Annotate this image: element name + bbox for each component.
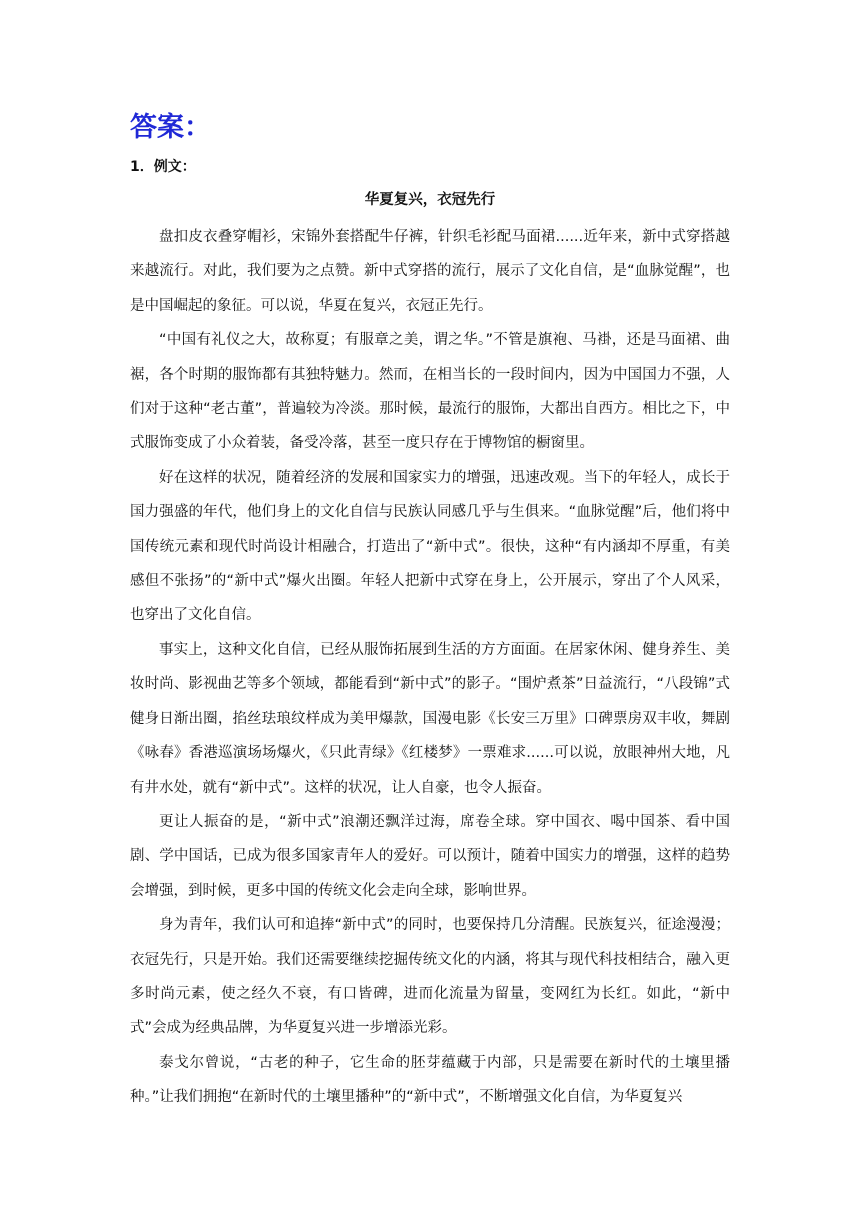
essay-title: 华夏复兴，衣冠先行 — [364, 192, 496, 208]
essay-paragraph: 好在这样的状况，随着经济的发展和国家实力的增强，迅速改观。当下的年轻人，成长于国力强盛的年代，他们身上的文化自信与民族认同感几乎与生俱来。“血脉觉醒”后，他们将中国传统元素和现代时尚设计相融合，打造出了“新中式”。很快，这种“有内涵却不厚重，有美感但不张扬”的“新中式”爆火出圈。年轻人把新中式穿在身上，公开展示，穿出了个人风采，也穿出了文化自信。 — [130, 469, 730, 624]
essay-paragraph: 身为青年，我们认可和追捧“新中式”的同时，也要保持几分清醒。民族复兴，征途漫漫；衣冠先行，只是开始。我们还需要继续挖掘传统文化的内涵，将其与现代科技相结合，融入更多时尚元素，使之经久不衰，有口皆碑，进而化流量为留量，变网红为长红。如此，“新中式”会成为经典品牌，为华夏复兴进一步增添光彩。 — [130, 917, 730, 1037]
essay-paragraph: 泰戈尔曾说，“古老的种子，它生命的胚芽蕴藏于内部，只是需要在新时代的土壤里播种。”让我们拥抱“在新时代的土壤里播种”的“新中式”，不断增强文化自信，为华夏复兴 — [130, 1054, 730, 1106]
answer-heading: 答案： — [130, 112, 211, 143]
essay-paragraph: 更让人振奋的是，“新中式”浪潮还飘洋过海，席卷全球。穿中国衣、喝中国茶、看中国剧、学中国话，已成为很多国家青年人的爱好。可以预计，随着中国实力的增强，这样的趋势会增强，到时候，更多中国的传统文化会走向全球，影响世界。 — [130, 813, 730, 899]
essay-body — [130, 220, 730, 1115]
question-label: 1．例文： — [130, 159, 196, 175]
essay-paragraph: 事实上，这种文化自信，已经从服饰拓展到生活的方方面面。在居家休闲、健身养生、美妆时尚、影视曲艺等多个领域，都能看到“新中式”的影子。“围炉煮茶”日益流行，“八段锦”式健身日渐出圈，掐丝珐琅纹样成为美甲爆款，国漫电影《长安三万里》口碑票房双丰收，舞剧《咏春》香港巡演场场爆火，《只此青绿》《红楼梦》一票难求......可以说，放眼神州大地，凡有井水处，就有“新中式”。这样的状况，让人自豪，也令人振奋。 — [130, 641, 730, 796]
essay-paragraph: “中国有礼仪之大，故称夏；有服章之美，谓之华。”不管是旗袍、马褂，还是马面裙、曲裾，各个时期的服饰都有其独特魅力。然而，在相当长的一段时间内，因为中国国力不强，人们对于这种“老古董”，普遍较为冷淡。那时候，最流行的服饰，大都出自西方。相比之下，中式服饰变成了小众着装，备受冷落，甚至一度只存在于博物馆的橱窗里。 — [130, 332, 730, 452]
essay-paragraph: 盘扣皮衣叠穿帽衫，宋锦外套搭配牛仔裤，针织毛衫配马面裙......近年来，新中式穿搭越来越流行。对此，我们要为之点赞。新中式穿搭的流行，展示了文化自信，是“血脉觉醒”，也是中国崛起的象征。可以说，华夏在复兴，衣冠正先行。 — [130, 229, 730, 314]
